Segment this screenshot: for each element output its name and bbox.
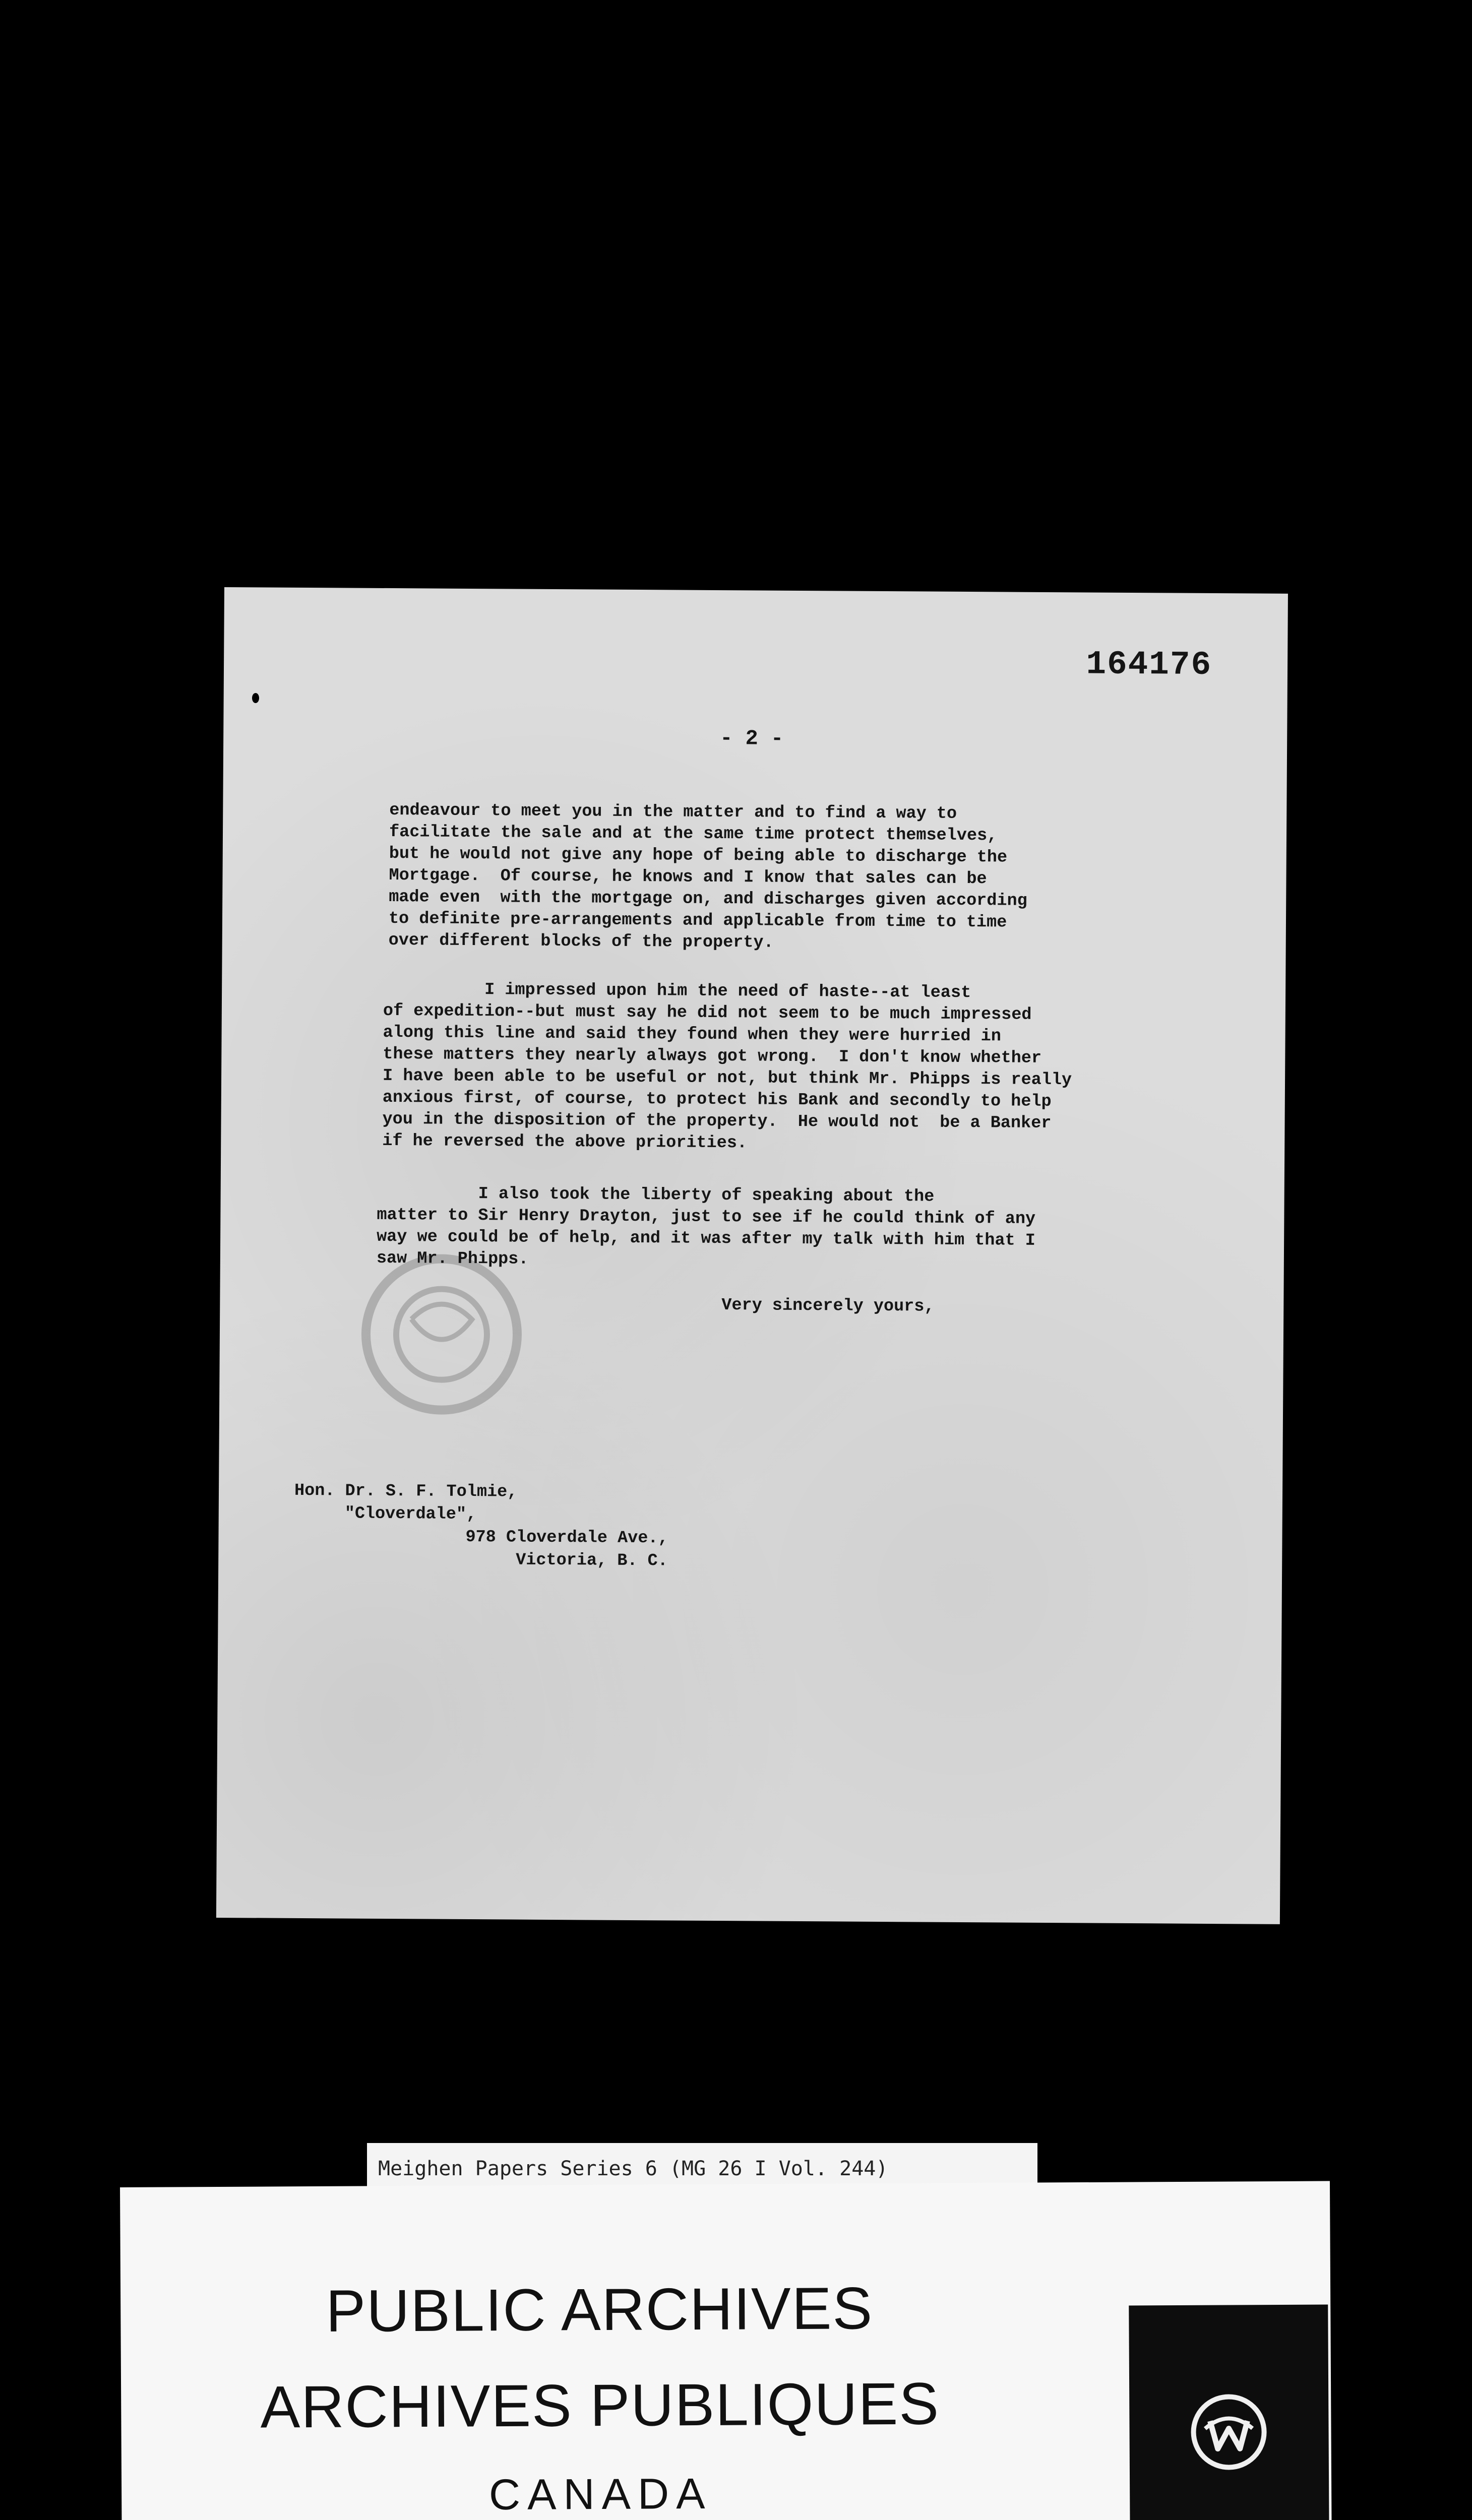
logo-block [1129,2304,1329,2520]
film-speck [252,693,259,703]
address-line: Victoria, B. C. [516,1550,668,1571]
recipient-address [294,1480,668,1573]
address-line: Hon. Dr. S. F. Tolmie, [294,1481,518,1502]
document-number: 164176 [1086,645,1212,684]
address-line: "Cloverdale", [344,1504,477,1525]
archive-country: CANADA [488,2469,712,2519]
letter-paragraph: endeavour to meet you in the matter and to find a way to facilitate the sale and at the same time protect themselves, but he would not give any hope of being able to discharge the Mortgage. Of course, he knows and I know that sales can be made even with the mortgage on, and discharges given according to definite pre-arrangements and applicable from time to time over different blocks of the property. [388,801,1027,953]
address-line: 978 Cloverdale Ave., [465,1527,668,1548]
archive-card [120,2181,1332,2520]
series-label: Meighen Papers Series 6 (MG 26 I Vol. 244) [378,2157,888,2180]
letter-paragraph: I impressed upon him the need of haste--at least of expedition--but must say he did not seem to be much impressed along this line and said they found when they were hurried in these matters they nearly always got wrong. I don't know whether I have been able to be useful or not, but think Mr. Phipps is really anxious first, of course, to protect his Bank and secondly to help you in the disposition of the property. He would not be a Banker if he reversed the above priorities. [382,979,1072,1153]
page-number: - 2 - [720,726,784,751]
series-label-slip [367,2143,1037,2189]
archives-canada-logo-icon [1190,2393,1268,2472]
archive-title-french: ARCHIVES PUBLIQUES [260,2370,940,2441]
letter-page [216,587,1288,1924]
letter-closing: Very sincerely yours, [721,1296,935,1316]
archive-title-english: PUBLIC ARCHIVES [326,2275,874,2345]
letter-paragraph: I also took the liberty of speaking about the matter to Sir Henry Drayton, just to see if he could think of any way we could be of help, and it was after my talk with him that I saw Mr. Phipps. [376,1183,1036,1269]
